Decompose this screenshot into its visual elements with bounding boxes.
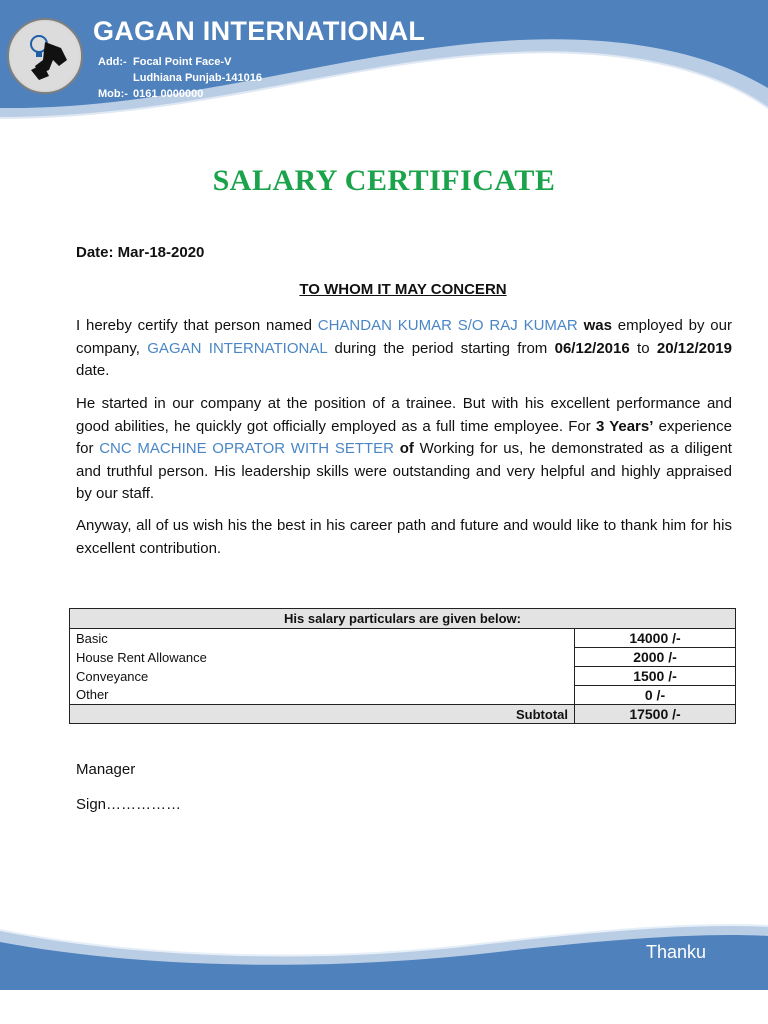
job-role: CNC MACHINE OPRATOR WITH SETTER	[99, 440, 395, 457]
salary-table	[69, 608, 736, 724]
footer-banner	[0, 920, 768, 1024]
salary-value: 14000 /-	[575, 629, 736, 648]
table-row	[70, 629, 736, 648]
p1-to: to	[629, 339, 657, 357]
footer-thanks: Thanku	[646, 942, 707, 962]
address-line-1: Focal Point Face-V	[133, 56, 232, 68]
salary-label: Conveyance	[70, 667, 575, 686]
mobile-number: 0161 0000000	[133, 88, 204, 100]
start-date: 06/12/2016	[554, 339, 630, 357]
table-row	[70, 648, 736, 667]
company-address	[98, 54, 262, 102]
signatory-title: Manager	[76, 761, 136, 778]
experience-years: 3 Years’	[595, 417, 654, 435]
paragraph-closing: Anyway, all of us wish his the best in his career path and future and would like to thank him for his excellent contribution.	[76, 517, 732, 557]
salutation-heading: TO WHOM IT MAY CONCERN	[299, 281, 507, 298]
salary-value: 1500 /-	[575, 667, 736, 686]
paragraph-employment	[76, 315, 732, 383]
salary-value: 2000 /-	[575, 648, 736, 667]
signature-line: Sign……………	[76, 796, 182, 813]
employer-name: GAGAN INTERNATIONAL	[147, 339, 328, 357]
table-row	[70, 686, 736, 705]
p1-text-4: date.	[76, 362, 110, 379]
p2-text-1: He started in our company at the position of a trainee. But with his excellent performance and good abilities, he quickly got officially employed as a full time employee. For	[76, 395, 732, 435]
p2-of: of	[394, 440, 414, 457]
address-line-2: Ludhiana Punjab-141016	[133, 72, 262, 84]
p1-text-3: during the period starting from	[327, 339, 555, 357]
paragraph-performance	[76, 393, 732, 506]
table-row	[70, 667, 736, 686]
subtotal-label: Subtotal	[70, 705, 575, 724]
subtotal-value: 17500 /-	[575, 705, 736, 724]
certificate-date: Date: Mar-18-2020	[76, 244, 205, 261]
p1-text-1: I hereby certify that person named	[76, 317, 318, 334]
document-title: SALARY CERTIFICATE	[212, 164, 556, 197]
p2-text-2: experience for	[76, 417, 732, 457]
p1-was: was	[577, 317, 612, 334]
salary-label: Basic	[70, 629, 575, 648]
salary-value: 0 /-	[575, 686, 736, 705]
p2-text-3: Working for us, he demonstrated as a diligent and truthful person. His leadership skills were outstanding and very helpful and highly appraised by our staff.	[76, 440, 732, 502]
company-logo	[7, 18, 83, 94]
address-label: Add:-	[98, 56, 127, 68]
mobile-label: Mob:-	[98, 88, 128, 100]
salary-table-heading: His salary particulars are given below:	[70, 609, 736, 629]
company-name: GAGAN INTERNATIONAL	[93, 16, 426, 46]
end-date: 20/12/2019	[656, 339, 732, 357]
subtotal-row	[70, 705, 736, 724]
salary-label: Other	[70, 686, 575, 705]
p1-text-2: employed by our company,	[76, 317, 732, 357]
employee-name: CHANDAN KUMAR S/O RAJ KUMAR	[317, 317, 578, 334]
salary-label: House Rent Allowance	[70, 648, 575, 667]
